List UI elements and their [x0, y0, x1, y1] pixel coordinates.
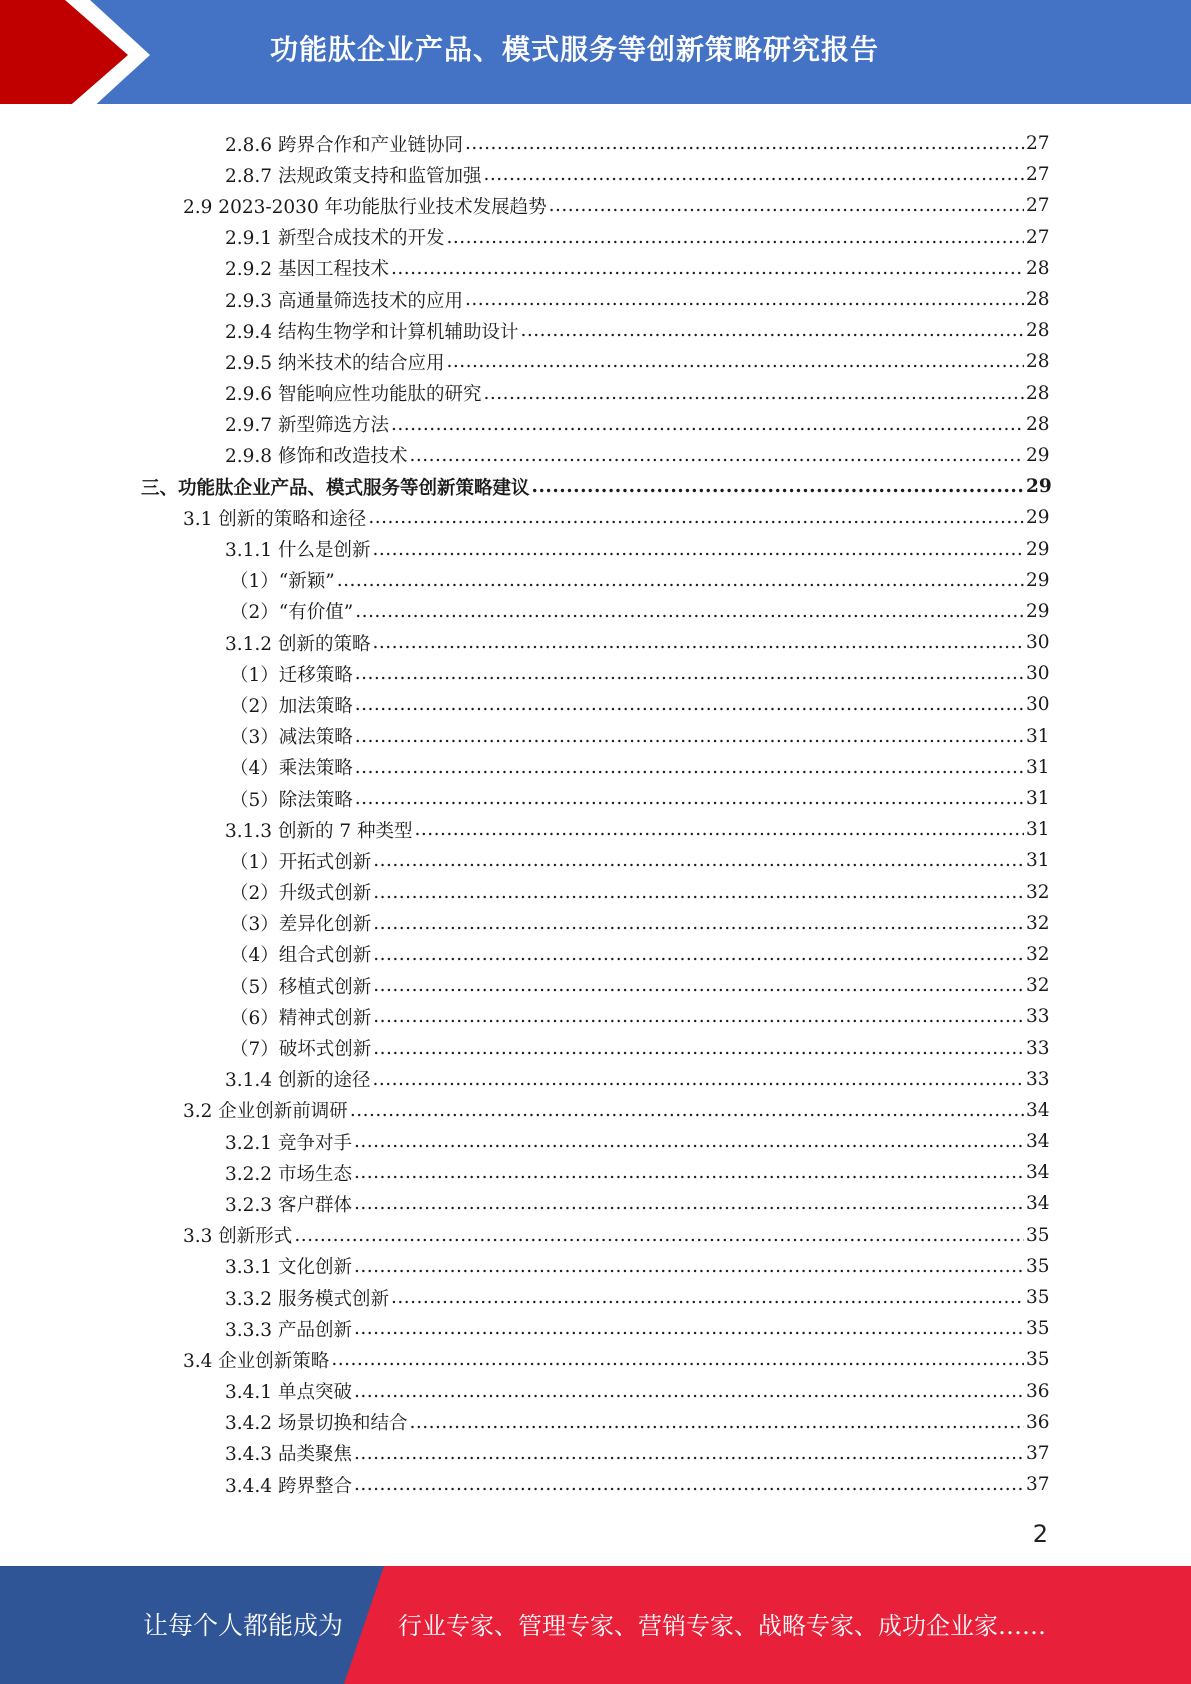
toc-entry[interactable]	[0, 253, 1191, 284]
toc-entry-title: 3.3.1 文化创新	[225, 1257, 352, 1279]
toc-entry-title: 3.1.1 什么是创新	[225, 540, 371, 562]
toc-entry-title: （1）“新颖”	[230, 571, 335, 593]
toc-entry-title: 2.9.3 高通量筛选技术的应用	[225, 290, 463, 312]
toc-dot-leader	[354, 1131, 1024, 1152]
toc-dot-leader	[355, 694, 1024, 715]
toc-entry-title: 3.3.2 服务模式创新	[225, 1288, 389, 1310]
toc-entry-page: 33	[1026, 1068, 1050, 1090]
toc-entry-page: 35	[1026, 1287, 1050, 1309]
toc-entry-page: 31	[1026, 819, 1050, 841]
toc-entry[interactable]	[0, 1438, 1191, 1469]
toc-entry-title: 3.1.3 创新的 7 种类型	[225, 820, 413, 842]
toc-entry-page: 34	[1026, 1099, 1050, 1121]
toc-dot-leader	[415, 819, 1025, 840]
toc-entry[interactable]	[0, 908, 1191, 939]
toc-entry-page: 34	[1026, 1162, 1050, 1184]
toc-entry-title: 3.2 企业创新前调研	[183, 1101, 348, 1123]
toc-dot-leader	[354, 1443, 1024, 1464]
toc-entry[interactable]	[0, 627, 1191, 658]
toc-dot-leader	[294, 1225, 1024, 1246]
page-number: 2	[1032, 1520, 1048, 1548]
toc-entry-page: 30	[1026, 694, 1050, 716]
toc-entry-page: 27	[1026, 164, 1050, 186]
toc-dot-leader	[549, 195, 1024, 216]
toc-entry-page: 30	[1026, 663, 1050, 685]
toc-entry-title: 2.8.7 法规政策支持和监管加强	[225, 165, 482, 187]
toc-entry-page: 27	[1026, 226, 1050, 248]
toc-entry[interactable]	[0, 1407, 1191, 1438]
toc-entry-title: 2.9.1 新型合成技术的开发	[225, 228, 445, 250]
toc-entry-title: 3.1.2 创新的策略	[225, 633, 371, 655]
toc-entry[interactable]	[0, 409, 1191, 440]
toc-dot-leader	[354, 1256, 1024, 1277]
toc-entry-title: 2.8.6 跨界合作和产业链协同	[225, 134, 463, 156]
toc-entry-page: 29	[1026, 444, 1050, 466]
toc-entry-page: 36	[1026, 1380, 1050, 1402]
toc-dot-leader	[373, 975, 1024, 996]
toc-dot-leader	[465, 289, 1024, 310]
toc-dot-leader	[355, 757, 1024, 778]
toc-entry[interactable]	[0, 471, 1191, 502]
toc-entry[interactable]	[0, 440, 1191, 471]
toc-dot-leader	[446, 227, 1024, 248]
toc-entry[interactable]	[0, 190, 1191, 221]
toc-entry-title: 3.2.1 竞争对手	[225, 1132, 352, 1154]
toc-entry-title: 3.3 创新形式	[183, 1226, 293, 1248]
footer-roles: 行业专家、管理专家、营销专家、战略专家、成功企业家……	[398, 1612, 1046, 1640]
toc-entry-page: 37	[1026, 1474, 1050, 1496]
toc-entry-title: （2）“有价值”	[230, 602, 354, 624]
toc-entry-title: 3.4.3 品类聚焦	[225, 1444, 352, 1466]
toc-entry[interactable]	[0, 970, 1191, 1001]
toc-dot-leader	[391, 258, 1024, 279]
toc-entry-title: 2.9.6 智能响应性功能肽的研究	[225, 384, 482, 406]
toc-entry[interactable]	[0, 658, 1191, 689]
toc-entry[interactable]	[0, 1188, 1191, 1219]
toc-dot-leader	[465, 133, 1024, 154]
toc-dot-leader	[354, 1381, 1024, 1402]
toc-entry-page: 32	[1026, 912, 1050, 934]
toc-dot-leader	[355, 788, 1024, 809]
toc-entry-title: 3.4.4 跨界整合	[225, 1475, 352, 1497]
toc-entry[interactable]	[0, 1032, 1191, 1063]
toc-entry-page: 34	[1026, 1131, 1050, 1153]
toc-dot-leader	[337, 570, 1024, 591]
toc-entry-page: 36	[1026, 1411, 1050, 1433]
toc-dot-leader	[354, 1193, 1024, 1214]
toc-entry-page: 28	[1026, 413, 1050, 435]
toc-dot-leader	[373, 944, 1024, 965]
toc-entry[interactable]	[0, 502, 1191, 533]
toc-entry-page: 37	[1026, 1442, 1050, 1464]
toc-dot-leader	[355, 663, 1024, 684]
toc-entry-page: 28	[1026, 351, 1050, 373]
toc-dot-leader	[483, 383, 1024, 404]
toc-entry[interactable]	[0, 1095, 1191, 1126]
toc-entry-title: 3.1.4 创新的途径	[225, 1070, 371, 1092]
toc-dot-leader	[368, 507, 1024, 528]
toc-entry[interactable]	[0, 845, 1191, 876]
toc-dot-leader	[354, 1162, 1024, 1183]
toc-entry-title: 3.3.3 产品创新	[225, 1319, 352, 1341]
toc-entry-title: （7）破坏式创新	[230, 1039, 372, 1061]
toc-dot-leader	[350, 1100, 1024, 1121]
toc-entry-title: （5）除法策略	[230, 789, 353, 811]
toc-entry[interactable]	[0, 346, 1191, 377]
toc-entry-title: （1）迁移策略	[230, 664, 353, 686]
toc-entry[interactable]	[0, 1001, 1191, 1032]
toc-entry-title: 2.9.4 结构生物学和计算机辅助设计	[225, 321, 519, 343]
toc-entry[interactable]	[0, 939, 1191, 970]
toc-entry-title: （4）组合式创新	[230, 945, 372, 967]
toc-entry-page: 32	[1026, 975, 1050, 997]
toc-dot-leader	[373, 850, 1024, 871]
toc-entry[interactable]	[0, 1376, 1191, 1407]
toc-entry-page: 35	[1026, 1349, 1050, 1371]
toc-entry[interactable]	[0, 1157, 1191, 1188]
toc-entry-page: 28	[1026, 257, 1050, 279]
toc-dot-leader	[331, 1349, 1024, 1370]
toc-entry[interactable]	[0, 596, 1191, 627]
toc-entry[interactable]	[0, 689, 1191, 720]
toc-entry-title: 3.2.3 客户群体	[225, 1194, 352, 1216]
toc-entry[interactable]	[0, 159, 1191, 190]
toc-entry[interactable]	[0, 877, 1191, 908]
toc-entry[interactable]	[0, 1469, 1191, 1500]
toc-dot-leader	[409, 1412, 1024, 1433]
toc-entry-title: 3.1 创新的策略和途径	[183, 508, 367, 530]
toc-entry[interactable]	[0, 1126, 1191, 1157]
toc-entry[interactable]	[0, 284, 1191, 315]
toc-entry-title: 2.9.8 修饰和改造技术	[225, 446, 408, 468]
toc-entry-title: 3.4 企业创新策略	[183, 1350, 330, 1372]
toc-entry[interactable]	[0, 783, 1191, 814]
toc-entry-page: 29	[1026, 538, 1050, 560]
toc-entry-title: 3.2.2 市场生态	[225, 1163, 352, 1185]
toc-entry[interactable]	[0, 565, 1191, 596]
toc-entry-page: 35	[1026, 1318, 1050, 1340]
toc-dot-leader	[391, 1287, 1024, 1308]
toc-entry-page: 28	[1026, 320, 1050, 342]
toc-entry[interactable]	[0, 222, 1191, 253]
toc-entry-page: 32	[1026, 881, 1050, 903]
toc-entry-title: 2.9.7 新型筛选方法	[225, 415, 389, 437]
toc-entry-page: 35	[1026, 1255, 1050, 1277]
toc-entry-page: 34	[1026, 1193, 1050, 1215]
toc-entry-page: 27	[1026, 133, 1050, 155]
page-header	[0, 0, 1191, 110]
toc-entry-title: 2.9.5 纳米技术的结合应用	[225, 352, 445, 374]
toc-dot-leader	[372, 632, 1024, 653]
toc-entry-page: 29	[1026, 600, 1050, 622]
toc-entry-page: 31	[1026, 725, 1050, 747]
toc-dot-leader	[483, 164, 1024, 185]
toc-dot-leader	[409, 445, 1024, 466]
toc-dot-leader	[373, 882, 1024, 903]
toc-dot-leader	[520, 320, 1024, 341]
toc-entry-page: 29	[1026, 476, 1052, 498]
toc-dot-leader	[355, 601, 1024, 622]
table-of-contents	[0, 128, 1191, 1500]
toc-entry[interactable]	[0, 1344, 1191, 1375]
toc-entry-page: 29	[1026, 507, 1050, 529]
toc-dot-leader	[532, 476, 1024, 497]
toc-entry[interactable]	[0, 128, 1191, 159]
toc-entry-title: （2）加法策略	[230, 695, 353, 717]
toc-dot-leader	[354, 1474, 1024, 1495]
toc-entry[interactable]	[0, 1282, 1191, 1313]
toc-dot-leader	[372, 539, 1024, 560]
toc-entry-page: 32	[1026, 943, 1050, 965]
toc-dot-leader	[391, 414, 1024, 435]
toc-entry-title: 3.4.1 单点突破	[225, 1382, 352, 1404]
toc-dot-leader	[446, 351, 1024, 372]
toc-entry-page: 29	[1026, 569, 1050, 591]
report-title: 功能肽企业产品、模式服务等创新策略研究报告	[270, 33, 880, 66]
toc-entry-title: 3.4.2 场景切换和结合	[225, 1413, 408, 1435]
toc-entry[interactable]	[0, 533, 1191, 564]
toc-entry-page: 28	[1026, 382, 1050, 404]
toc-entry-page: 31	[1026, 850, 1050, 872]
toc-entry[interactable]	[0, 1251, 1191, 1282]
toc-entry-title: （4）乘法策略	[230, 758, 353, 780]
toc-entry-page: 33	[1026, 1006, 1050, 1028]
toc-entry-title: （3）减法策略	[230, 727, 353, 749]
toc-entry[interactable]	[0, 1064, 1191, 1095]
toc-entry-page: 31	[1026, 756, 1050, 778]
toc-entry[interactable]	[0, 814, 1191, 845]
toc-entry-title: （1）开拓式创新	[230, 851, 372, 873]
toc-entry-title: （5）移植式创新	[230, 976, 372, 998]
toc-entry[interactable]	[0, 1220, 1191, 1251]
toc-entry-page: 30	[1026, 632, 1050, 654]
toc-entry-title: （3）差异化创新	[230, 914, 372, 936]
toc-entry-title: （2）升级式创新	[230, 883, 372, 905]
page-footer	[0, 1566, 1191, 1684]
toc-entry-page: 31	[1026, 788, 1050, 810]
toc-entry[interactable]	[0, 752, 1191, 783]
toc-dot-leader	[372, 1069, 1024, 1090]
toc-entry-page: 35	[1026, 1224, 1050, 1246]
toc-entry-page: 33	[1026, 1037, 1050, 1059]
toc-entry-title: 三、功能肽企业产品、模式服务等创新策略建议	[141, 477, 530, 499]
toc-entry-title: 2.9.2 基因工程技术	[225, 259, 389, 281]
toc-entry-title: （6）精神式创新	[230, 1007, 372, 1029]
toc-entry[interactable]	[0, 1313, 1191, 1344]
toc-dot-leader	[373, 1038, 1024, 1059]
toc-dot-leader	[354, 1318, 1024, 1339]
toc-entry[interactable]	[0, 721, 1191, 752]
footer-slogan: 让每个人都能成为	[143, 1611, 344, 1640]
toc-dot-leader	[373, 1006, 1024, 1027]
toc-entry-title: 2.9 2023-2030 年功能肽行业技术发展趋势	[183, 196, 547, 218]
toc-entry-page: 27	[1026, 195, 1050, 217]
toc-entry-page: 28	[1026, 289, 1050, 311]
toc-dot-leader	[373, 913, 1024, 934]
toc-entry[interactable]	[0, 378, 1191, 409]
toc-entry[interactable]	[0, 315, 1191, 346]
toc-dot-leader	[355, 726, 1024, 747]
